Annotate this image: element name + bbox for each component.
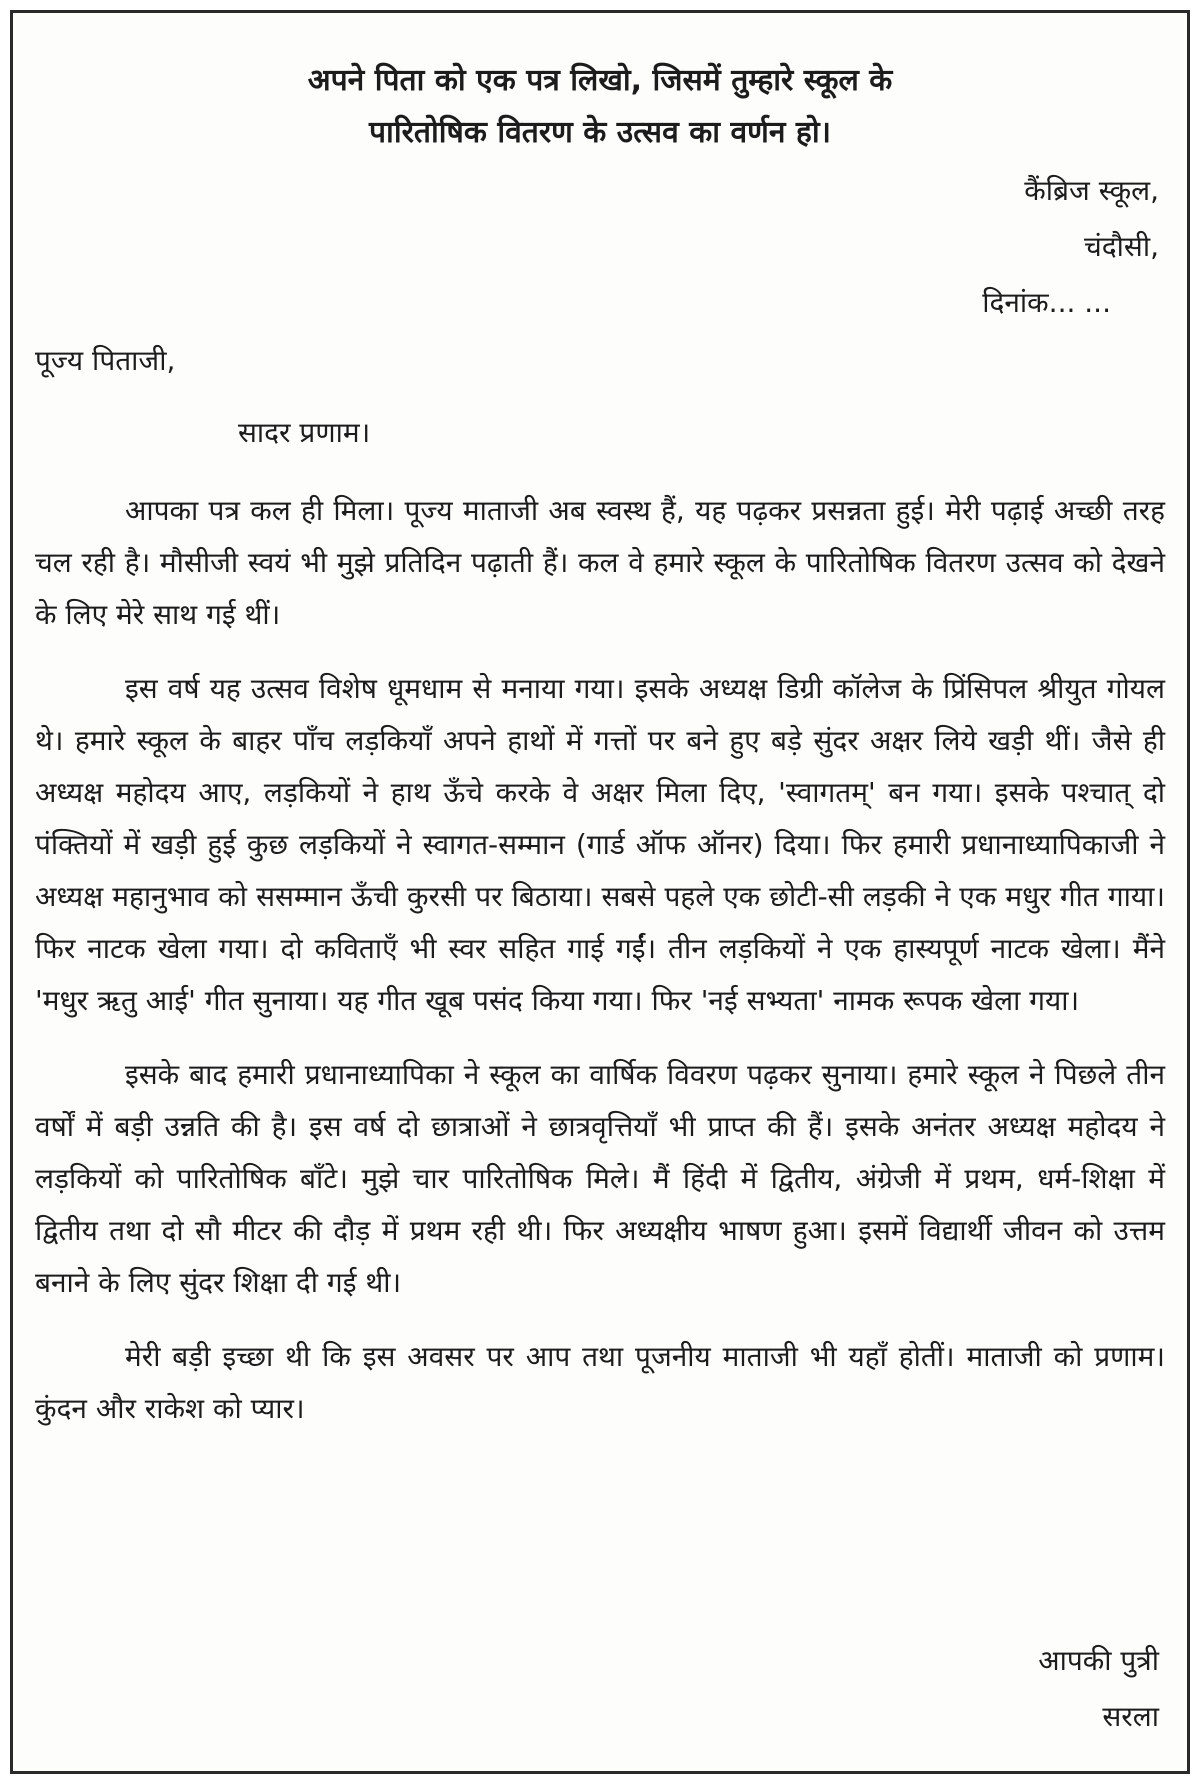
salutation: पूज्य पिताजी, — [35, 344, 176, 377]
paragraph-2: इस वर्ष यह उत्सव विशेष धूमधाम से मनाया गया। इसके अध्यक्ष डिग्री कॉलेज के प्रिंसिपल श्रीयुत गोयल थे। हमारे स्कूल के बाहर पाँच लड़कियाँ अपने हाथों में गत्तों पर बने हुए बड़े सुंदर अक्षर लिये खड़ी थीं। जैसे ही अध्यक्ष महोदय आए, लड़कियों ने हाथ ऊँचे करके वे अक्षर मिला दिए, 'स्वागतम्' बन गया। इसके पश्चात् दो पंक्तियों में खड़ी हुई कुछ लड़कियों ने स्वागत-सम्मान (गार्ड ऑफ ऑनर) दिया। फिर हमारी प्रधानाध्यापिकाजी ने अध्यक्ष महानुभाव को ससम्मान ऊँची कुरसी पर बिठाया। सबसे पहले एक छोटी-सी लड़की ने एक मधुर गीत गाया। फिर नाटक खेला गया। दो कविताएँ भी स्वर सहित गाई गईं। तीन लड़कियों ने एक हास्यपूर्ण नाटक खेला। मैंने 'मधुर ऋतु आई' गीत सुनाया। यह गीत खूब पसंद किया गया। फिर 'नई सभ्यता' नामक रूपक खेला गया। — [35, 672, 1165, 1017]
paragraph-3: इसके बाद हमारी प्रधानाध्यापिका ने स्कूल का वार्षिक विवरण पढ़कर सुनाया। हमारे स्कूल ने पिछले तीन वर्षों में बड़ी उन्नति की है। इस वर्ष दो छात्राओं ने छात्रवृत्तियाँ भी प्राप्त की हैं। इसके अनंतर अध्यक्ष महोदय ने लड़कियों को पारितोषिक बाँटे। मुझे चार पारितोषिक मिले। मैं हिंदी में द्वितीय, अंग्रेजी में प्रथम, धर्म-शिक्षा में द्वितीय तथा दो सौ मीटर की दौड़ में प्रथम रही थी। फिर अध्यक्षीय भाषण हुआ। इसमें विद्यार्थी जीवन को उत्तम बनाने के लिए सुंदर शिक्षा दी गई थी। — [35, 1058, 1165, 1299]
address-date: दिनांक... ... — [982, 286, 1111, 319]
letter-body — [35, 485, 1165, 1457]
letter-closing — [1038, 1633, 1159, 1745]
title-line-1: अपने पिता को एक पत्र लिखो, जिसमें तुम्हारे स्कूल के — [307, 63, 893, 98]
closing-line: आपकी पुत्री — [1038, 1644, 1159, 1677]
address-city: चंदौसी, — [1084, 230, 1159, 263]
sender-address — [819, 163, 1159, 331]
letter-title — [73, 55, 1127, 159]
letter-page — [10, 10, 1190, 1774]
address-school: कैंब्रिज स्कूल, — [1024, 174, 1159, 207]
title-line-2: पारितोषिक वितरण के उत्सव का वर्णन हो। — [369, 115, 831, 150]
greeting: सादर प्रणाम। — [238, 416, 371, 449]
signature-name: सरला — [1102, 1700, 1159, 1733]
paragraph-4: मेरी बड़ी इच्छा थी कि इस अवसर पर आप तथा पूजनीय माताजी भी यहाँ होतीं। माताजी को प्रणाम। कुंदन और राकेश को प्यार। — [35, 1340, 1165, 1425]
paragraph-1: आपका पत्र कल ही मिला। पूज्य माताजी अब स्वस्थ हैं, यह पढ़कर प्रसन्नता हुई। मेरी पढ़ाई अच्छी तरह चल रही है। मौसीजी स्वयं भी मुझे प्रतिदिन पढ़ाती हैं। कल वे हमारे स्कूल के पारितोषिक वितरण उत्सव को देखने के लिए मेरे साथ गई थीं। — [35, 494, 1165, 631]
